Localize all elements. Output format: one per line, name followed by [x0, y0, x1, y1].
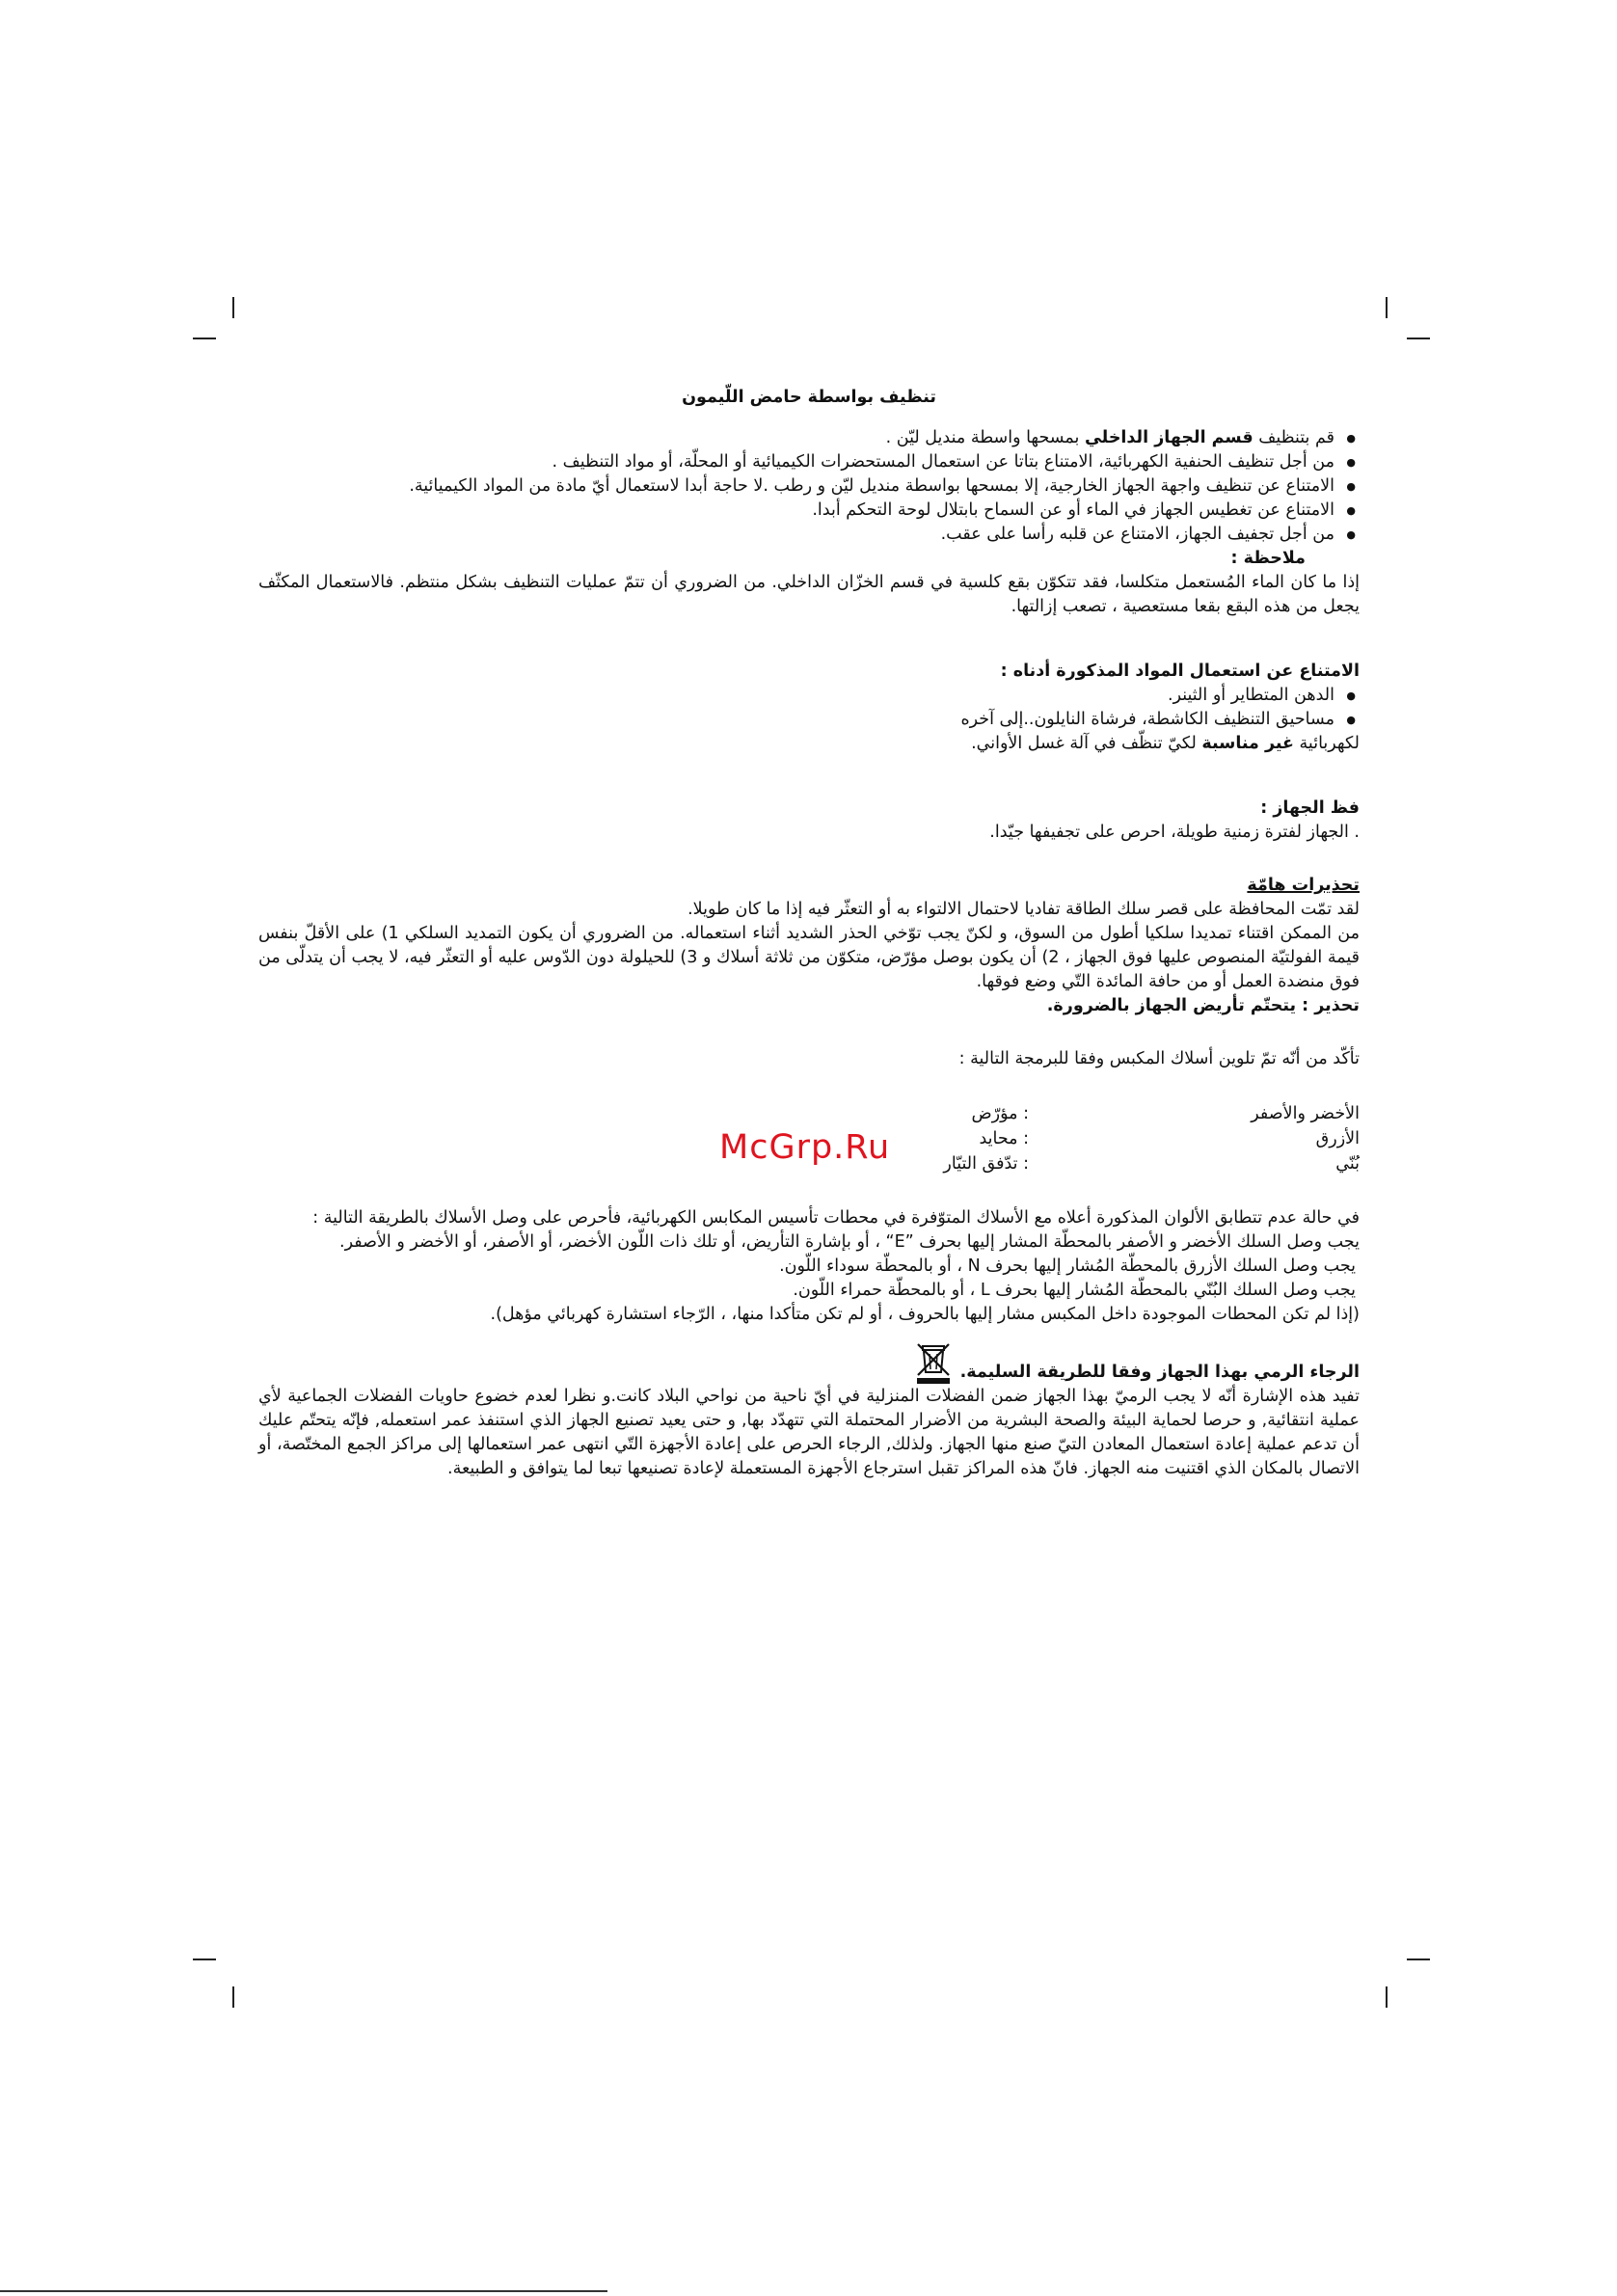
- rule-blue: يجب وصل السلك الأزرق بالمحطّة المُشار إليها بحرف N ، أو بالمحطّة سوداء اللّون.: [779, 1256, 1356, 1276]
- warnings-line: لقد تمّت المحافظة على قصر سلك الطاقة تفاديا لاحتمال الالتواء به أو التعثّر فيه إذا ما كان طويلا.: [687, 900, 1360, 919]
- mismatch-text: في حالة عدم تتطابق الألوان المذكورة أعلاه مع الأسلاك المتوّفرة في محطات تأسيس المكابس الكهربائية، فأحرص على وصل الأسلاك بالطريقة التالية :: [312, 1208, 1360, 1228]
- crossed-bin-icon: [912, 1340, 955, 1385]
- wire-color: الأخضر والأصفر: [1251, 1104, 1360, 1123]
- cleaning-item: ● من أجل تنظيف الحنفية الكهربائية، الامتناع بتاتا عن استعمال المستحضرات الكيميائية أو المحلّة، أو مواد التنظيف .: [258, 450, 1360, 474]
- avoid-list: [258, 684, 1360, 732]
- rule-green-yellow: يجب وصل السلك الأخضر و الأصفر بالمحطّة المشار إليها بحرف ”E“ ، أو بإشارة التأريض، أو تلك ذات اللّون الأخضر، أو الأصفر، أو الأخضر و الأصفر.: [339, 1232, 1360, 1252]
- document-page: [258, 386, 1360, 1481]
- crop-mark-bottom-right-horizontal: [1407, 1958, 1430, 1960]
- warnings-line: من الممكن اقتناء تمديدا سلكيا أطول من السوق، و لكنّ يجب توّخي الحذر الشديد أثناء استعماله. من الضروري أن يكون التمديد السلكي 1) على الأقلّ بنفس قيمة الفولتيّة المنصوص عليها فوق الجهاز ، 2) أن يكون بوصل مؤرّض، متكوّن من ثلاثة أسلاك و 3) للحيلولة دون الدّوس عليه أو التعثّر فيه، لا يجب أن يتدلّى من فوق منضدة العمل أو من حافة المائدة التّي وضع فوقها.: [258, 924, 1360, 991]
- crop-mark-bottom-left-horizontal: [193, 1958, 216, 1960]
- wiring-intro: تأكّد من أنّه تمّ تلوين أسلاك المكبس وفقا للبرمجة التالية :: [958, 1049, 1360, 1068]
- wire-function: : تدّفق التيّار: [943, 1154, 1029, 1174]
- cleaning-item: ● الامتناع عن تغطيس الجهاز في الماء أو عن السماح بابتلال لوحة التحكم أبدا.: [258, 499, 1360, 523]
- dishwasher-text: لكهربائية غير مناسبة لكيّ تنظّف في آلة غسل الأواني.: [971, 734, 1360, 753]
- cleaning-list: [258, 426, 1360, 547]
- dispose-text: تفيد هذه الإشارة أنّه لا يجب الرميّ بهذا الجهاز ضمن الفضلات المنزلية في أيّ ناحية من نواحي البلاد كانت.و نظرا لعدم خضوع حاويات الفضلات الجماعية لأي عملية انتقائية, و حرصا لحماية البيئة والصحة البشرية من الأضرار المحتملة التي تتهدّد بها, و حتى يعيد تصنيع الجهاز الذي استنفذ عمر استعمله, فإنّه يتحتّم عليك أن تدعم عملية إعادة استعمال المعادن التيّ صنع منها الجهاز. ولذلك, الرجاء الحرص على إعادة الأجهزة التّي انتهى عمر استعمالها إلى مراكز الجمع المختّصة، أو الاتصال بالمكان الذي اقتنيت منه الجهاز. فانّ هذه المراكز تقبل استرجاع الأجهزة المستعملة لإعادة تصنيعها تبعا لما يتوافق و الطبيعة.: [258, 1387, 1360, 1478]
- wire-row: [258, 1102, 1360, 1127]
- cleaning-item: ● من أجل تجفيف الجهاز، الامتناع عن قلبه رأسا على عقب.: [258, 523, 1360, 547]
- storage-heading: فظ الجهاز :: [1260, 798, 1360, 818]
- warnings-heading: تحذيرات هامّة: [1247, 876, 1360, 895]
- note-text: إذا ما كان الماء المُستعمل متكلسا، فقد تتكوّن بقع كلسية في قسم الخزّان الداخلي. من الضروري أن تتمّ عمليات التنظيف بشكل منتظم. فالاستعمال المكثّف يجعل من هذه البقع بقعا مستعصية ، تصعب إزالتها.: [258, 573, 1360, 616]
- crop-mark-bottom-left-vertical: [232, 1986, 234, 2008]
- crop-mark-top-right-vertical: [1386, 297, 1388, 318]
- wire-function: : مؤرّض: [971, 1104, 1029, 1123]
- rule-help: (إذا لم تكن المحطات الموجودة داخل المكبس مشار إليها بالحروف ، أو لم تكن متأكدا منها، ، الرّجاء استشارة كهربائي مؤهل).: [490, 1305, 1360, 1324]
- avoid-item: ● الدهن المتطاير أو الثينر.: [258, 684, 1360, 708]
- dispose-heading: الرجاء الرمي بهذا الجهاز وفقا للطريقة السليمة.: [959, 1363, 1360, 1382]
- cleaning-item: ● الامتناع عن تنظيف واجهة الجهاز الخارجية، إلا بمسحها بواسطة منديل ليّن و رطب .لا حاجة أبدا لاستعمال أيّ مادة من المواد الكيميائية.: [258, 474, 1360, 499]
- avoid-item: ● مساحيق التنظيف الكاشطة، فرشاة النايلون..إلى آخره: [258, 708, 1360, 732]
- earth-warning: تحذير : يتحتّم تأريض الجهاز بالضرورة.: [1046, 996, 1360, 1015]
- watermark: McGrp.Ru: [719, 1128, 891, 1167]
- wire-function: : محايد: [979, 1129, 1029, 1148]
- note-heading: ملاحظة :: [1230, 549, 1306, 568]
- rule-brown: يجب وصل السلك البُنّي بالمحطّة المُشار إليها بحرف L ، أو بالمحطّة حمراء اللّون.: [793, 1281, 1356, 1300]
- crop-mark-bottom-right-vertical: [1386, 1986, 1388, 2008]
- dispose-heading-row: [258, 1340, 1360, 1385]
- crop-mark-top-left-vertical: [232, 297, 234, 318]
- storage-text: . الجهاز لفترة زمنية طويلة، احرص على تجفيفها جيّدا.: [989, 823, 1360, 842]
- footer-line: [0, 2290, 607, 2292]
- page-title: تنظيف بواسطة حامض اللّيمون: [682, 388, 936, 407]
- crop-mark-top-left-horizontal: [193, 338, 216, 339]
- avoid-heading: الامتناع عن استعمال المواد المذكورة أدناه :: [1000, 662, 1360, 681]
- crop-mark-top-right-horizontal: [1407, 338, 1430, 339]
- wire-color: بُنّي: [1335, 1154, 1360, 1174]
- cleaning-item: ● قم بتنظيف قسم الجهاز الداخلي بمسحها واسطة منديل ليّن .: [258, 426, 1360, 450]
- wire-color: الأزرق: [1315, 1129, 1360, 1148]
